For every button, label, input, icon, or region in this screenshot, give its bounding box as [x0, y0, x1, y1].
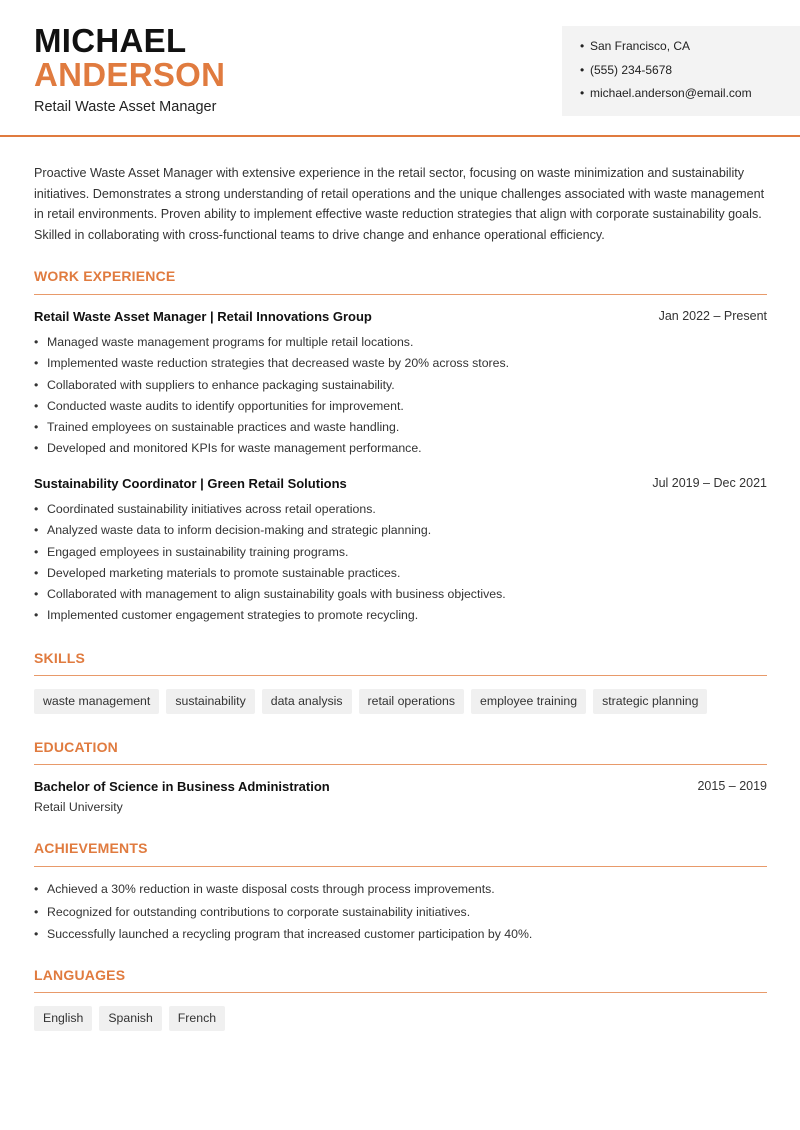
job-bullet-list	[34, 332, 767, 460]
bullet-text: Coordinated sustainability initiatives across retail operations.	[47, 502, 376, 516]
school-name: Retail University	[34, 800, 123, 814]
bullet-icon: •	[34, 927, 39, 941]
bullet-text: Implemented waste reduction strategies that decreased waste by 20% across stores.	[47, 356, 510, 371]
section-divider	[34, 866, 767, 867]
list-item	[34, 417, 767, 438]
section-divider	[34, 675, 767, 676]
bullet-icon: •	[34, 544, 39, 559]
section-divider	[34, 764, 767, 765]
location-text: San Francisco, CA	[590, 39, 691, 53]
email-text: michael.anderson@email.com	[590, 86, 752, 100]
list-item	[34, 332, 767, 353]
contact-box	[562, 26, 800, 116]
job-title-company: Retail Waste Asset Manager | Retail Innovations Group	[34, 309, 372, 324]
language-chip: French	[169, 1006, 225, 1031]
language-chip: Spanish	[99, 1006, 161, 1031]
list-item	[34, 520, 767, 541]
achievements-list	[34, 878, 767, 946]
job-dates: Jan 2022 – Present	[658, 309, 767, 323]
bullet-icon: •	[580, 62, 585, 77]
last-name: ANDERSON	[34, 56, 226, 93]
skill-chip: data analysis	[262, 689, 352, 714]
list-item	[34, 878, 767, 901]
bullet-icon: •	[34, 420, 39, 435]
list-item	[34, 923, 767, 946]
list-item	[34, 584, 767, 605]
bullet-icon: •	[34, 441, 39, 456]
skill-chip: sustainability	[166, 689, 254, 714]
section-divider	[34, 992, 767, 993]
bullet-icon: •	[34, 523, 39, 538]
section-title-skills: SKILLS	[34, 650, 85, 666]
bullet-text: Collaborated with suppliers to enhance packaging sustainability.	[47, 377, 395, 392]
first-name: MICHAEL	[34, 22, 187, 59]
job-bullet-list	[34, 499, 767, 627]
section-title-achievements: ACHIEVEMENTS	[34, 840, 148, 856]
list-item	[34, 438, 767, 459]
contact-phone	[580, 59, 800, 83]
job-dates: Jul 2019 – Dec 2021	[652, 476, 767, 490]
section-title-work-experience: WORK EXPERIENCE	[34, 268, 176, 284]
job-title-company: Sustainability Coordinator | Green Retail Solutions	[34, 476, 347, 491]
bullet-icon: •	[34, 502, 39, 516]
resume-header	[0, 0, 800, 137]
bullet-icon: •	[34, 377, 39, 392]
job-entry-header	[34, 476, 767, 494]
list-item	[34, 901, 767, 924]
list-item	[34, 605, 767, 626]
job-entry-header	[34, 309, 767, 327]
bullet-text: Developed and monitored KPIs for waste management performance.	[47, 441, 422, 456]
bullet-text: Trained employees on sustainable practices and waste handling.	[47, 420, 400, 435]
job-title: Retail Waste Asset Manager	[34, 99, 217, 115]
bullet-icon: •	[34, 398, 39, 413]
bullet-text: Collaborated with management to align sustainability goals with business objectives.	[47, 587, 506, 602]
degree: Bachelor of Science in Business Administration	[34, 779, 330, 794]
skill-chip: employee training	[471, 689, 586, 714]
bullet-icon: •	[34, 356, 39, 371]
bullet-icon: •	[34, 587, 39, 602]
bullet-icon: •	[34, 882, 39, 896]
list-item	[34, 375, 767, 396]
skills-list	[34, 689, 767, 714]
languages-list	[34, 1006, 767, 1031]
contact-location	[580, 35, 800, 59]
bullet-text: Analyzed waste data to inform decision-making and strategic planning.	[47, 523, 432, 538]
education-entry-header	[34, 779, 767, 797]
bullet-text: Developed marketing materials to promote sustainable practices.	[47, 565, 401, 580]
list-item	[34, 542, 767, 563]
list-item	[34, 499, 767, 520]
skill-chip: waste management	[34, 689, 159, 714]
skill-chip: retail operations	[359, 689, 465, 714]
bullet-text: Recognized for outstanding contributions to corporate sustainability initiatives.	[47, 904, 471, 919]
bullet-icon: •	[34, 904, 39, 919]
bullet-text: Achieved a 30% reduction in waste disposal costs through process improvements.	[47, 882, 495, 896]
list-item	[34, 396, 767, 417]
section-divider	[34, 294, 767, 295]
contact-email	[580, 82, 800, 106]
education-dates: 2015 – 2019	[697, 779, 767, 793]
bullet-text: Managed waste management programs for multiple retail locations.	[47, 335, 414, 349]
bullet-icon: •	[580, 39, 585, 53]
section-title-languages: LANGUAGES	[34, 967, 126, 983]
bullet-icon: •	[34, 565, 39, 580]
list-item	[34, 353, 767, 374]
bullet-text: Conducted waste audits to identify opportunities for improvement.	[47, 398, 404, 413]
bullet-text: Engaged employees in sustainability training programs.	[47, 544, 349, 559]
bullet-icon: •	[34, 608, 39, 623]
skill-chip: strategic planning	[593, 689, 707, 714]
bullet-icon: •	[580, 86, 585, 100]
professional-summary: Proactive Waste Asset Manager with extensive experience in the retail sector, focusing on waste minimization and sustainability initiatives. Demonstrates a strong understanding of retail operations and the unique challenges associated with waste management in retail environments. Proven ability to implement effective waste reduction strategies that align with corporate sustainability goals. Skilled in collaborating with cross-functional teams to drive change and enhance operational efficiency.	[34, 166, 765, 242]
bullet-text: Implemented customer engagement strategies to promote recycling.	[47, 608, 419, 623]
bullet-text: Successfully launched a recycling program that increased customer participation by 40%.	[47, 927, 533, 941]
list-item	[34, 563, 767, 584]
bullet-icon: •	[34, 335, 39, 349]
section-title-education: EDUCATION	[34, 739, 118, 755]
language-chip: English	[34, 1006, 92, 1031]
phone-text: (555) 234-5678	[590, 62, 673, 77]
